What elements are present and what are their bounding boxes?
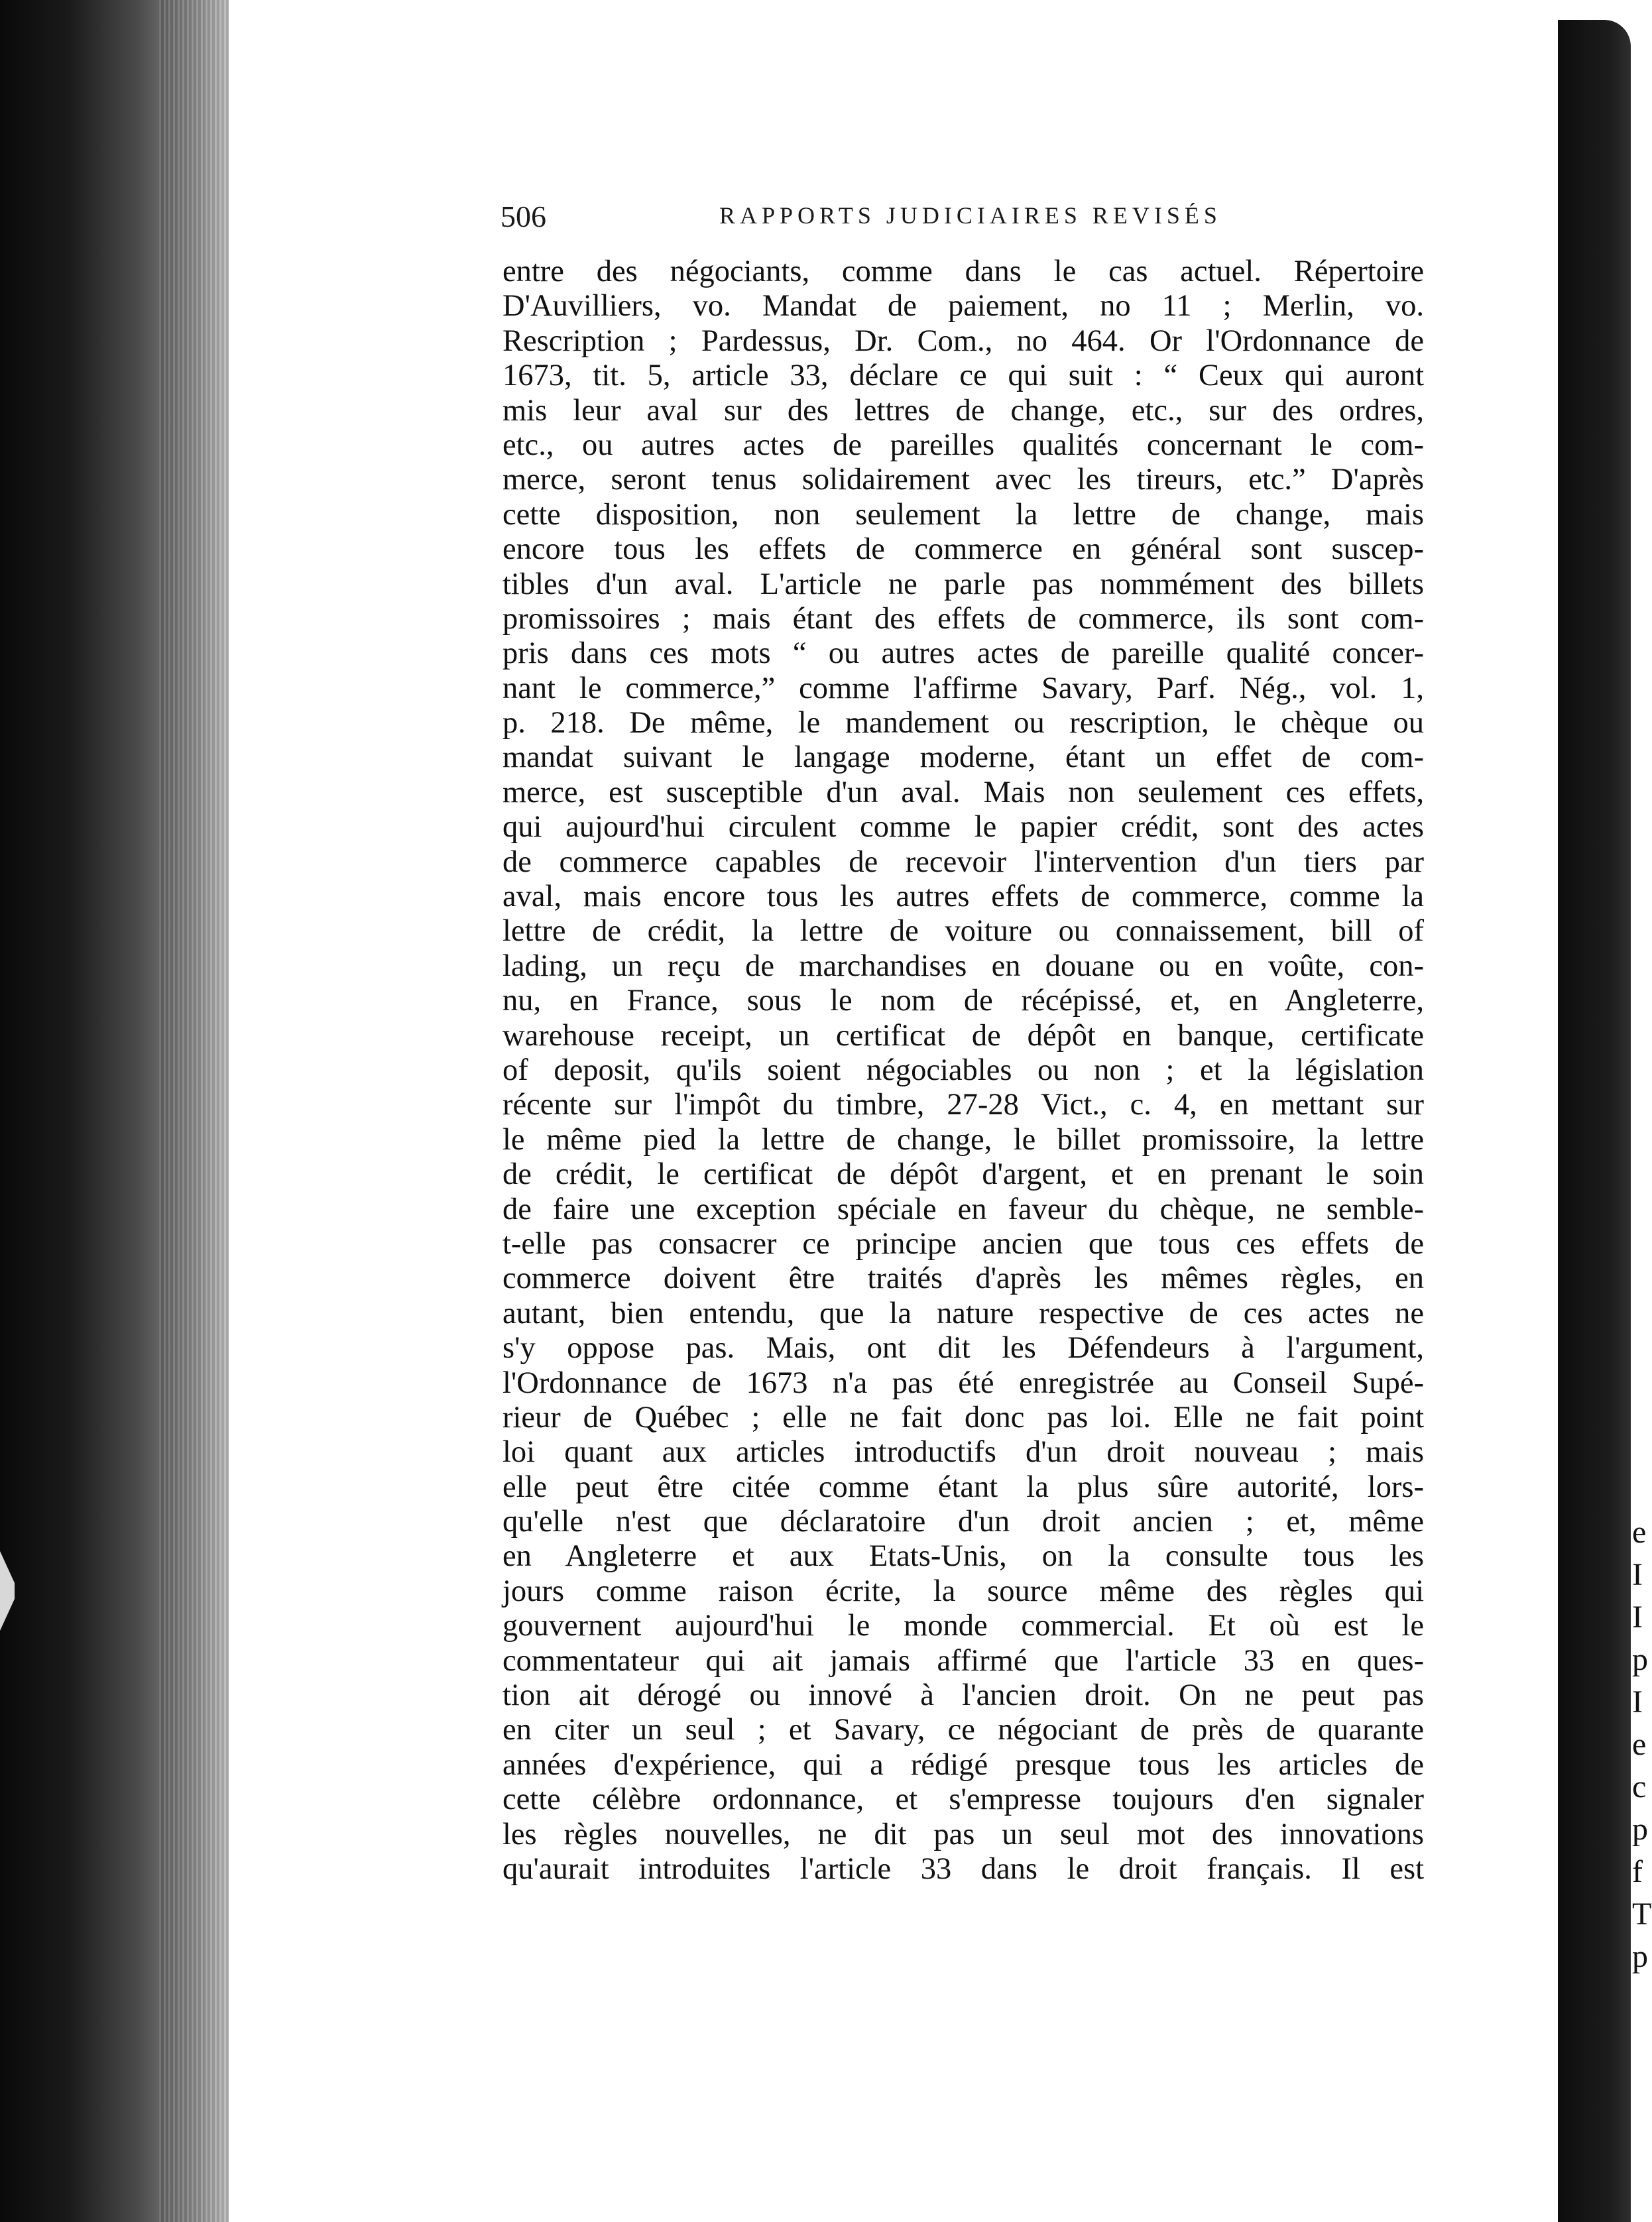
text-line: mandat suivant le langage moderne, étant un effet de com- — [502, 740, 1424, 775]
facing-page-char: I — [1632, 1557, 1643, 1592]
text-line: années d'expérience, qui a rédigé presque tous les articles de — [502, 1747, 1424, 1782]
text-line: commerce doivent être traités d'après les mêmes règles, en — [502, 1261, 1424, 1296]
text-line: gouvernent aujourd'hui le monde commercial. Et où est le — [502, 1609, 1424, 1643]
text-line: promissoires ; mais étant des effets de commerce, ils sont com- — [502, 601, 1424, 636]
text-line: encore tous les effets de commerce en général sont suscep- — [502, 532, 1424, 567]
text-line: qu'aurait introduites l'article 33 dans le droit français. Il est — [502, 1851, 1424, 1886]
text-line: s'y oppose pas. Mais, ont dit les Défendeurs à l'argument, — [502, 1331, 1424, 1366]
facing-page-char: I — [1632, 1684, 1643, 1720]
text-line: en citer un seul ; et Savary, ce négociant de près de quarante — [502, 1713, 1424, 1747]
text-line: loi quant aux articles introductifs d'un droit nouveau ; mais — [502, 1435, 1424, 1470]
facing-page-char: c — [1632, 1769, 1647, 1804]
text-line: entre des négociants, comme dans le cas actuel. Répertoire — [502, 255, 1424, 288]
text-line: merce, seront tenus solidairement avec les tireurs, etc.” D'après — [502, 463, 1424, 497]
text-line: etc., ou autres actes de pareilles qualités concernant le com- — [502, 428, 1424, 462]
facing-page-fragment — [1632, 1511, 1652, 1974]
text-line: nu, en France, sous le nom de récépissé, et, en Angleterre, — [502, 984, 1424, 1018]
text-line: warehouse receipt, un certificat de dépôt en banque, certificate — [502, 1018, 1424, 1053]
text-line: qu'elle n'est que déclaratoire d'un droit ancien ; et, même — [502, 1505, 1424, 1539]
facing-page-char: p — [1632, 1642, 1648, 1677]
text-line: of deposit, qu'ils soient négociables ou non ; et la législation — [502, 1053, 1424, 1087]
text-line: cette célèbre ordonnance, et s'empresse toujours d'en signaler — [502, 1783, 1424, 1817]
body-text — [502, 255, 1424, 1887]
text-line: lading, un reçu de marchandises en douane ou en voûte, con- — [502, 949, 1424, 983]
facing-page-char: p — [1632, 1939, 1648, 1974]
text-line: aval, mais encore tous les autres effets de commerce, comme la — [502, 880, 1424, 914]
text-line: l'Ordonnance de 1673 n'a pas été enregistrée au Conseil Supé- — [502, 1366, 1424, 1400]
book-gutter-right — [1558, 20, 1631, 2222]
text-line: tibles d'un aval. L'article ne parle pas nommément des billets — [502, 567, 1424, 601]
facing-page-char: e — [1632, 1727, 1647, 1762]
text-line: mis leur aval sur des lettres de change, etc., sur des ordres, — [502, 393, 1424, 428]
facing-page-char: p — [1632, 1812, 1648, 1847]
text-line: lettre de crédit, la lettre de voiture ou connaissement, bill of — [502, 914, 1424, 949]
text-line: elle peut être citée comme étant la plus sûre autorité, lors- — [502, 1470, 1424, 1504]
page-edges-left — [159, 0, 229, 2222]
text-line: Rescription ; Pardessus, Dr. Com., no 464. Or l'Ordonnance de — [502, 323, 1424, 358]
text-line: commentateur qui ait jamais affirmé que l'article 33 en ques- — [502, 1643, 1424, 1678]
text-line: t-elle pas consacrer ce principe ancien que tous ces effets de — [502, 1226, 1424, 1261]
text-line: p. 218. De même, le mandement ou rescription, le chèque ou — [502, 706, 1424, 740]
text-line: récente sur l'impôt du timbre, 27-28 Vict., c. 4, en mettant sur — [502, 1088, 1424, 1122]
text-line: en Angleterre et aux Etats-Unis, on la consulte tous les — [502, 1539, 1424, 1574]
facing-page-char: I — [1632, 1600, 1643, 1635]
text-line: pris dans ces mots “ ou autres actes de pareille qualité concer- — [502, 636, 1424, 671]
text-line: qui aujourd'hui circulent comme le papier crédit, sont des actes — [502, 810, 1424, 845]
text-line: jours comme raison écrite, la source même des règles qui — [502, 1574, 1424, 1608]
text-line: de faire une exception spéciale en faveur du chèque, ne semble- — [502, 1192, 1424, 1226]
text-line: les règles nouvelles, ne dit pas un seul mot des innovations — [502, 1817, 1424, 1851]
text-line: 1673, tit. 5, article 33, déclare ce qui suit : “ Ceux qui auront — [502, 359, 1424, 393]
facing-page-char: T — [1632, 1897, 1652, 1932]
text-line: autant, bien entendu, que la nature respective de ces actes ne — [502, 1296, 1424, 1330]
text-line: rieur de Québec ; elle ne fait donc pas loi. Elle ne fait point — [502, 1400, 1424, 1434]
facing-page-char: f — [1632, 1854, 1643, 1889]
text-line: tion ait dérogé ou innové à l'ancien droit. On ne peut pas — [502, 1678, 1424, 1713]
text-line: merce, est susceptible d'un aval. Mais non seulement ces effets, — [502, 775, 1424, 809]
text-line: nant le commerce,” comme l'affirme Savary, Parf. Nég., vol. 1, — [502, 671, 1424, 705]
text-line: D'Auvilliers, vo. Mandat de paiement, no 11 ; Merlin, vo. — [502, 289, 1424, 323]
facing-page-char: e — [1632, 1515, 1647, 1550]
text-line: le même pied la lettre de change, le billet promissoire, la lettre — [502, 1122, 1424, 1157]
running-title: RAPPORTS JUDICIAIRES REVISÉS — [719, 202, 1222, 229]
text-line: cette disposition, non seulement la lettre de change, mais — [502, 497, 1424, 532]
text-line: de crédit, le certificat de dépôt d'argent, et en prenant le soin — [502, 1157, 1424, 1192]
running-head — [501, 199, 1269, 239]
text-line: de commerce capables de recevoir l'intervention d'un tiers par — [502, 845, 1424, 879]
page-number: 506 — [501, 200, 546, 233]
